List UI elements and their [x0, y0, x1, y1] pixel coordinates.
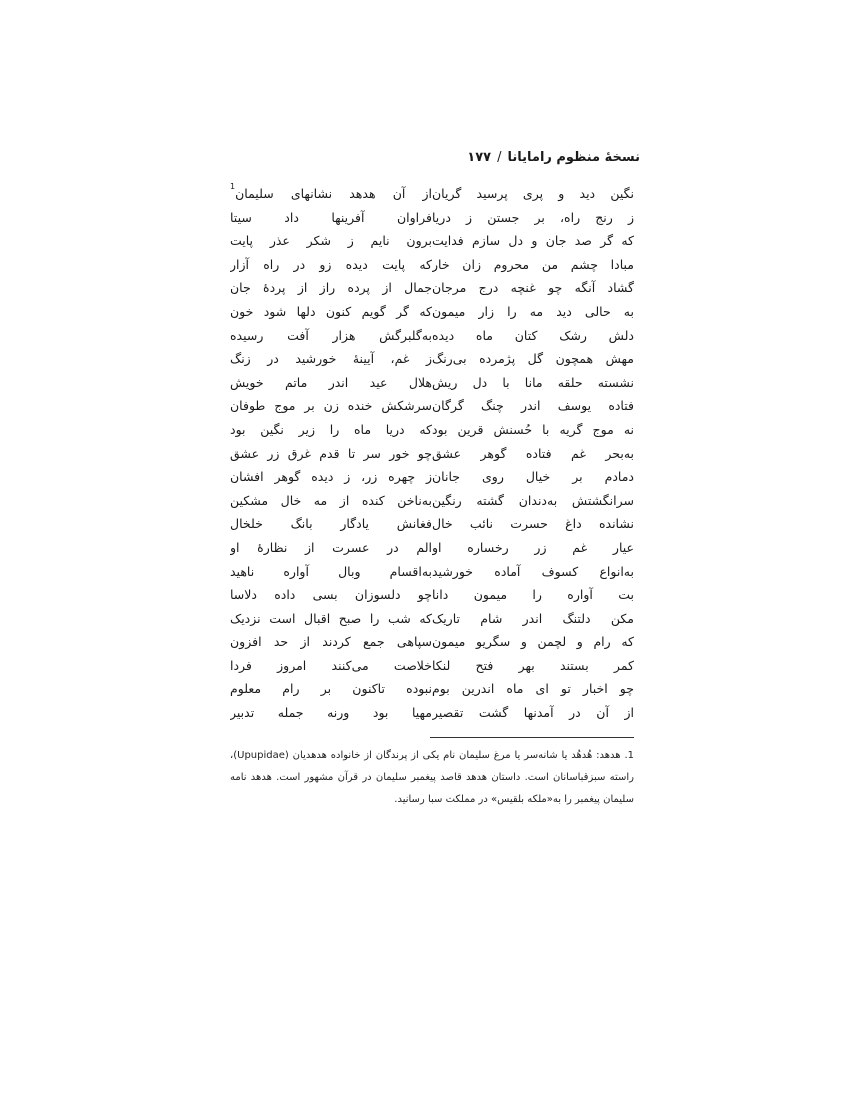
verse-line: که رام و لچمن و سگریو میمون: [432, 634, 634, 650]
verse-line: که دریا ماه را زیر نگین بود: [230, 421, 432, 437]
verse-line-with-footnote: [230, 182, 432, 206]
verse-line: که پایت دیده زو در راه آزار: [230, 256, 432, 272]
verse-line: به‌انواع کسوف آماده خورشید: [432, 563, 634, 579]
footnote: [230, 745, 634, 811]
verse-column-right: [432, 182, 634, 725]
verse-line: گشاد آنگه چو غنچه درج مرجان: [432, 280, 634, 296]
verse-line: ز رنج راه، بر جستن ز دریا: [432, 209, 634, 225]
verse-line: به‌بحر غم فتاده گوهر عشق: [432, 445, 634, 461]
verse-line: برون نایم ز شکر عذر پایت: [230, 233, 432, 249]
verse-line: نشسته حلقه مانا با دل ریش: [432, 374, 634, 390]
verse-line: الم در عسرت از نظارهٔ او: [230, 539, 432, 555]
verse-line: به حالی دید مه را زار میمون: [432, 303, 634, 319]
verse-line: دلش رشک کتان ماه دیده: [432, 327, 634, 343]
verse-line: ز غم، آیینهٔ خورشید در زنگ: [230, 351, 432, 367]
verse-text: از آن هدهد نشانهای سلیمان: [235, 186, 432, 201]
verse-line: نبوده تاکنون بر رام معلوم: [230, 681, 432, 697]
verse-line: به‌اقسام وبال آواره ناهید: [230, 563, 432, 579]
verse-line: که گر صد جان و دل سازم فدایت: [432, 233, 634, 249]
verse-line: که شب را صبح اقبال است نزدیک: [230, 610, 432, 626]
verse-line: خلاصت می‌کنند امروز فردا: [230, 657, 432, 673]
running-head: [230, 150, 640, 170]
verse-line: سپاهی جمع کردند از حد افزون: [230, 634, 432, 650]
verse-column-left: [230, 182, 432, 725]
verse-line: مبادا چشم من محروم زان خار: [432, 256, 634, 272]
verse-line: فراوان آفرینها داد سیتا: [230, 209, 432, 225]
verse-line: که گر گویم کنون دلها شود خون: [230, 303, 432, 319]
page-number: ۱۷۷: [467, 150, 492, 165]
verse-line: فغانش یادگار بانگ خلخال: [230, 516, 432, 532]
verse-line: عیار غم زر رخساره او: [432, 539, 634, 555]
verse-line: سرشکش خنده زن بر موج طوفان: [230, 398, 432, 414]
verse-line: ز چهره زر، ز دیده گوهر افشان: [230, 469, 432, 485]
footnote-text: هدهد: هُدهُد یا شانه‌سر یا مرغ سلیمان نام یکی از پرندگان از خانواده هدهدیان (Upupidae)، راسته سبزقباسانان است. داستان هدهد قاصد پیغمبر سلیمان در قرآن مشهور است. هدهد نامه سلیمان پیغمبر را به«ملکه بلقیس» در مملکت سبا رسانید.: [230, 750, 634, 805]
footnote-marker[interactable]: 1: [230, 182, 236, 191]
footnote-number: 1.: [624, 750, 634, 761]
footnote-divider: [430, 737, 634, 738]
verse-line: جمال از پرده راز از پردهٔ جان: [230, 280, 432, 296]
book-title: نسخهٔ منظوم رامایانا: [507, 150, 640, 165]
verse-line: فتاده یوسف اندر چنگ گرگان: [432, 398, 634, 414]
verse-line: چو اخبار تو ای ماه اندرین بوم: [432, 681, 634, 697]
verse-line: نگین دید و پری پرسید گریان: [432, 186, 634, 201]
verse-line: هلال عید اندر ماتم خویش: [230, 374, 432, 390]
verse-line: مهش همچون گل پژمرده بی‌رنگ: [432, 351, 634, 367]
verse-line: مهیا بود ورنه جمله تدبیر: [230, 705, 432, 721]
verse-line: بت آواره را میمون دانا: [432, 587, 634, 603]
verse-line: نه موج گریه با حُسنش قرین بود: [432, 421, 634, 437]
header-separator: /: [497, 150, 502, 165]
verse-line: چو خور سر تا قدم غرق زر عشق: [230, 445, 432, 461]
verse-line: نشانده داغ حسرت نائب خال: [432, 516, 634, 532]
verse-line: مکن دلتنگ اندر شام تاریک: [432, 610, 634, 626]
verse-line: از آن در آمدنها گشت تقصیر: [432, 705, 634, 721]
verse-line: سرانگشتش به‌دندان گشته رنگین: [432, 492, 634, 508]
verse-line: دمادم بر خیال روی جانان: [432, 469, 634, 485]
verse-line: کمر بستند بهر فتح لنکا: [432, 657, 634, 673]
verse-line: به‌گلبرگش هزار آفت رسیده: [230, 327, 432, 343]
verse-line: چو دلسوزان بسی داده دلاسا: [230, 587, 432, 603]
verse-line: به‌ناخن کنده از مه خال مشکین: [230, 492, 432, 508]
